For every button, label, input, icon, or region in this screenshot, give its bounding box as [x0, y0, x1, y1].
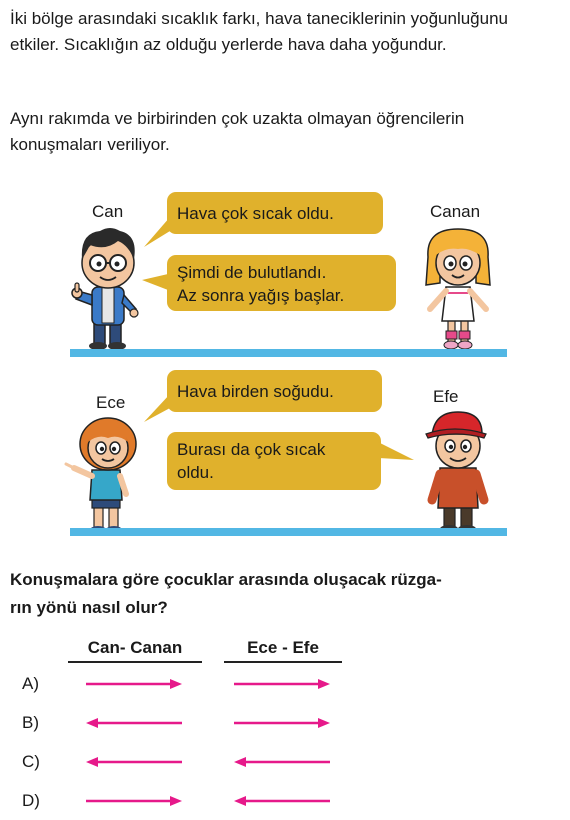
option-c-arrow-left-icon	[234, 756, 330, 768]
boy-red-cap-icon	[416, 404, 500, 534]
girl-pointing-icon	[64, 412, 148, 534]
option-c-arrow-left-icon	[86, 756, 182, 768]
option-b-arrow-left-icon	[86, 717, 182, 729]
column-header-can-canan: Can- Canan	[68, 638, 202, 663]
speech-bubble-ece	[167, 370, 382, 412]
option-c-label[interactable]: C)	[22, 752, 40, 771]
option-d-label[interactable]: D)	[22, 791, 40, 810]
question-line-2: rın yönü nasıl olur?	[10, 598, 168, 617]
question-text	[10, 566, 558, 622]
bubble-text: Hava çok sıcak oldu.	[177, 204, 334, 223]
column-header-ece-efe: Ece - Efe	[224, 638, 342, 663]
name-canan: Canan	[430, 202, 481, 221]
option-b-arrow-right-icon	[234, 717, 330, 729]
bubble-text-line-2: oldu.	[177, 463, 214, 482]
option-d-arrow-left-icon	[234, 795, 330, 807]
bubble-text: Hava birden soğudu.	[177, 382, 334, 401]
speech-bubble-tail	[374, 438, 418, 468]
option-a-label[interactable]: A)	[22, 674, 39, 693]
option-a-arrow-right-icon	[234, 678, 330, 690]
name-can: Can	[92, 202, 124, 221]
bubble-text-line-1: Burası da çok sıcak	[177, 440, 326, 459]
speech-bubble-can-2	[167, 255, 396, 311]
bubble-text-line-2: Az sonra yağış başlar.	[177, 286, 345, 305]
option-b-label[interactable]: B)	[22, 713, 39, 732]
ground-line	[70, 528, 507, 536]
speech-bubble-can-1	[167, 192, 383, 234]
intro-paragraph-2: Aynı rakımda ve birbirinden çok uzakta olmayan öğrencilerin konuşmaları veriliyor.	[10, 109, 465, 154]
option-a-arrow-right-icon	[86, 678, 182, 690]
speech-bubble-efe	[167, 432, 381, 490]
intro-paragraph-1: İki bölge arasındaki sıcaklık farkı, hava taneciklerinin yoğunluğunu etkiler. Sıcaklığın az olduğu yerlerde hava daha yoğundur.	[10, 9, 509, 54]
name-ece: Ece	[96, 393, 126, 412]
name-efe: Efe	[433, 387, 459, 406]
ground-line	[70, 349, 507, 357]
boy-glasses-thumbs-up-icon	[70, 225, 150, 350]
option-d-arrow-right-icon	[86, 795, 182, 807]
question-line-1: Konuşmalara göre çocuklar arasında oluşacak rüzga-	[10, 570, 442, 589]
bubble-text-line-1: Şimdi de bulutlandı.	[177, 263, 327, 282]
girl-blonde-icon	[418, 225, 498, 350]
